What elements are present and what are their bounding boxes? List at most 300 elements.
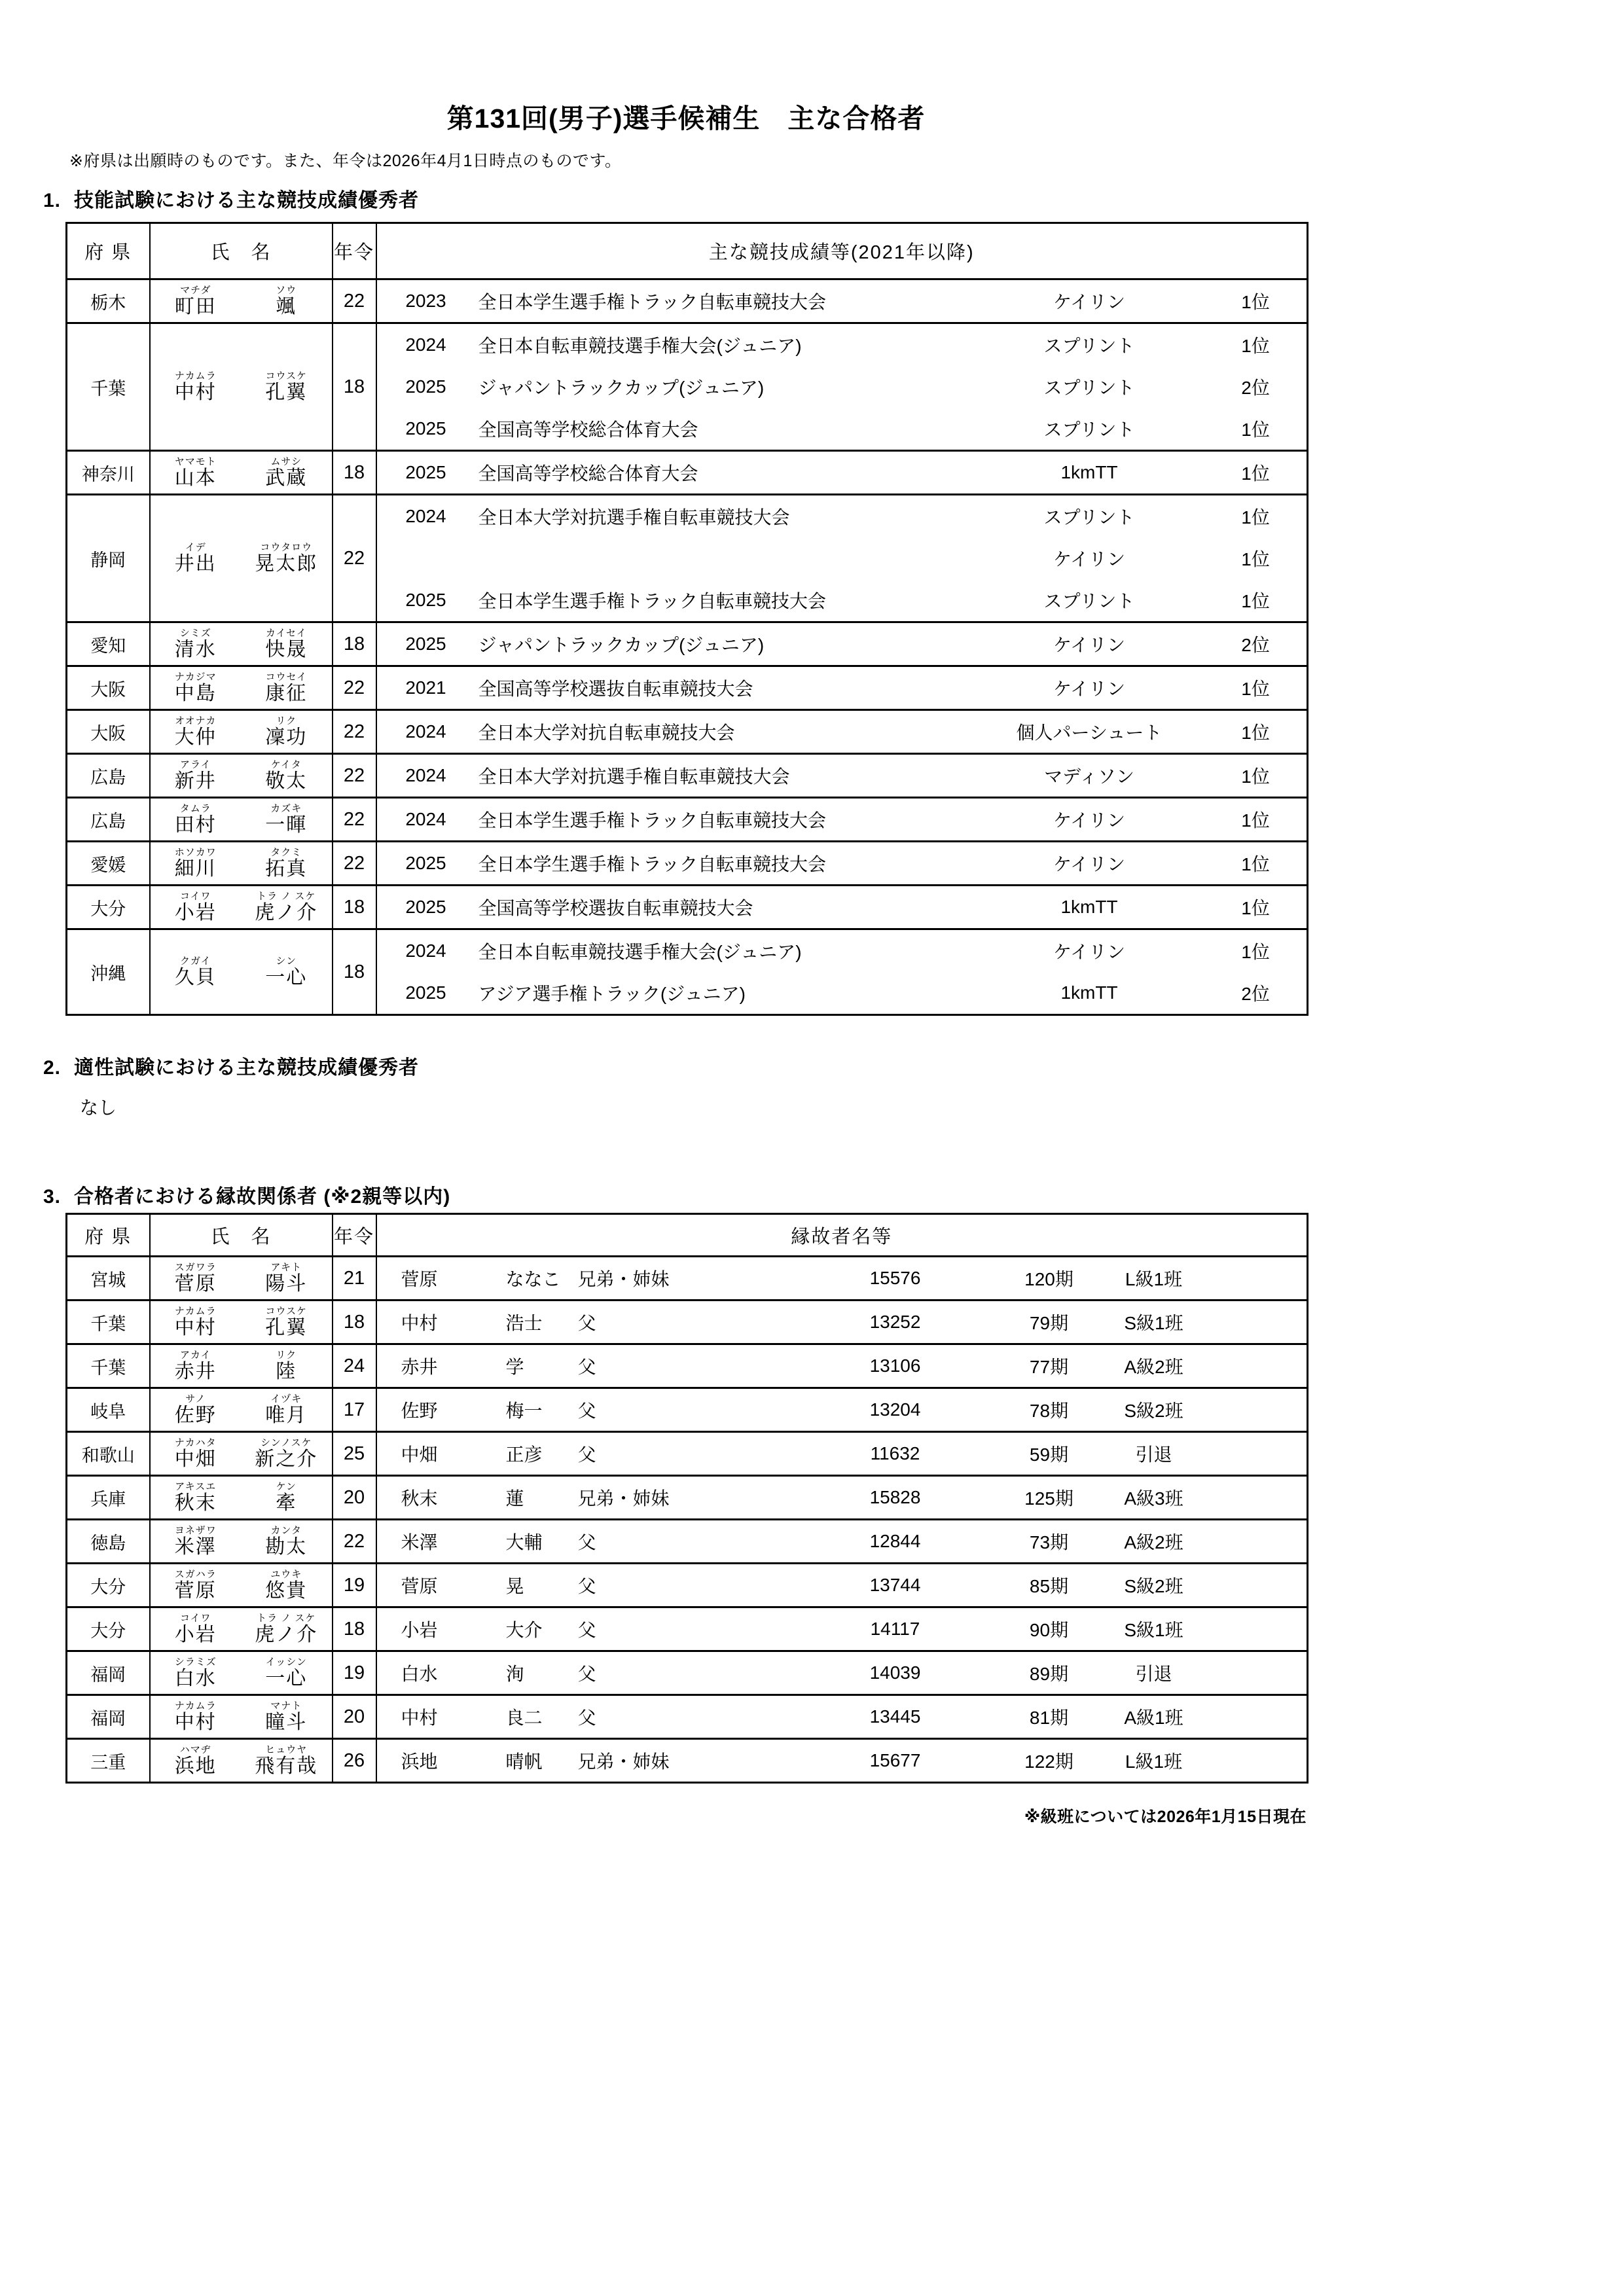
table-row [67,1564,1308,1607]
relative-surname: 中村 [401,1708,438,1728]
surname: 中島 [174,683,217,704]
prefecture-cell: 兵庫 [67,1476,150,1520]
prefecture-cell: 千葉 [67,1344,150,1388]
result-year: 2024 [405,765,446,785]
relative-given-name: 正彦 [505,1444,543,1465]
header-name: 氏 名 [150,223,333,279]
given-name: 敬太 [265,770,308,792]
relative-surname: 秋末 [401,1488,438,1509]
name-cell [150,754,333,798]
relative-class: A級1班 [1124,1708,1183,1728]
result-event: 全日本学生選手権トラック自転車競技大会 [478,292,826,312]
surname-kana: ハマヂ [179,1744,211,1755]
prefecture-cell: 静岡 [67,495,150,622]
surname-kana: アカイ [180,1350,211,1361]
surname-kana: クガイ [179,956,211,967]
header-prefecture: 府 県 [67,223,150,279]
result-event: ジャパントラックカップ(ジュニア) [478,378,765,398]
result-line [377,495,1307,537]
result-rank: 1位 [1241,723,1270,743]
relative-given-name: 蓮 [505,1488,524,1509]
relative-class: 引退 [1135,1444,1172,1465]
surname: 白水 [174,1668,217,1689]
relative-given-name: 浩士 [505,1313,543,1333]
relative-registration-number: 13445 [869,1706,921,1727]
result-line [377,798,1307,840]
result-rank: 1位 [1241,292,1270,312]
given-name: 飛有哉 [255,1755,318,1777]
result-event: 全日本学生選手権トラック自転車競技大会 [478,854,826,874]
result-line [377,366,1307,408]
table-row [67,1476,1308,1520]
header-prefecture: 府 県 [67,1214,150,1257]
results-cell [376,622,1308,666]
age-cell: 22 [333,798,376,842]
surname-kana: ナカジマ [174,672,217,683]
relative-given-name: 洵 [505,1664,524,1684]
surname-kana: コイワ [179,891,211,902]
given-name: 一心 [265,967,308,988]
results-cell [376,666,1308,710]
relative-cell [376,1695,1308,1739]
result-discipline: ケイリン [1053,292,1126,312]
surname: 清水 [174,639,217,660]
given-name-kana: アキト [270,1262,302,1273]
skill-test-results-table [65,222,1308,1016]
result-year: 2025 [405,982,446,1003]
result-event: ジャパントラックカップ(ジュニア) [478,635,765,655]
header-relatives: 縁故者名等 [376,1214,1308,1257]
relative-cell [376,1476,1308,1520]
relative-given-name: 大介 [505,1620,543,1640]
result-discipline: スプリント [1043,507,1135,528]
relative-term: 81期 [1029,1708,1069,1728]
age-cell: 18 [333,1300,376,1344]
result-line [377,623,1307,665]
relative-cell [376,1739,1308,1783]
given-name: 陽斗 [265,1273,308,1295]
given-name-kana: タクミ [270,847,302,858]
given-name-kana: コウスケ [265,370,308,382]
name-cell [150,1651,333,1695]
name-cell [150,929,333,1015]
surname: 山本 [174,467,217,489]
result-discipline: ケイリン [1053,635,1126,655]
relative-given-name: 晴帆 [505,1751,543,1772]
given-name: 拓真 [265,858,308,880]
result-discipline: スプリント [1043,420,1135,440]
surname-kana: アライ [179,759,211,770]
surname: 秋末 [174,1492,217,1514]
surname: 井出 [174,553,217,575]
relative-relation: 兄弟・姉妹 [577,1269,670,1289]
table-row [67,495,1308,622]
surname-kana: ヨネザワ [174,1525,217,1536]
result-year: 2024 [405,334,446,355]
result-rank: 1位 [1241,679,1270,699]
table-row [67,1344,1308,1388]
result-event: 全日本大学対抗選手権自転車競技大会 [478,507,790,528]
age-cell: 18 [333,323,376,451]
result-event: 全日本大学対抗選手権自転車競技大会 [478,766,790,787]
surname: 小岩 [174,1624,217,1645]
relative-term: 73期 [1029,1532,1069,1552]
header-age: 年令 [333,223,376,279]
surname-kana: ナカハタ [174,1437,217,1448]
result-rank: 1位 [1241,420,1270,440]
relative-class: A級2班 [1124,1532,1183,1552]
result-discipline: ケイリン [1053,810,1126,831]
result-year: 2021 [405,677,446,698]
name-cell [150,842,333,886]
top-note: ※府県は出願時のものです。また、年令は2026年4月1日時点のものです。 [69,152,622,170]
age-cell: 17 [333,1388,376,1432]
result-discipline: スプリント [1043,591,1135,611]
result-discipline: 1kmTT [1060,982,1118,1003]
given-name: 孔翼 [265,382,308,403]
relative-surname: 佐野 [401,1401,438,1421]
prefecture-cell: 千葉 [67,323,150,451]
relative-surname: 菅原 [401,1269,438,1289]
result-rank: 1位 [1241,898,1270,918]
surname-kana: ナカムラ [174,370,217,382]
surname: 菅原 [174,1273,217,1295]
result-rank: 1位 [1241,507,1270,528]
name-cell [150,1739,333,1783]
given-name: 一心 [265,1668,308,1689]
table-row [67,1739,1308,1783]
relative-relation: 兄弟・姉妹 [577,1751,670,1772]
page-title: 第131回(男子)選手候補生 主な合格者 [446,103,926,134]
relative-registration-number: 11632 [870,1443,920,1463]
result-discipline: ケイリン [1053,679,1126,699]
age-cell: 26 [333,1739,376,1783]
results-cell [376,754,1308,798]
relative-registration-number: 15677 [869,1750,921,1770]
age-cell: 18 [333,1607,376,1651]
surname: 中畑 [174,1448,217,1470]
relative-term: 78期 [1029,1401,1069,1421]
name-cell [150,323,333,451]
result-year: 2025 [405,634,446,654]
table-row [67,622,1308,666]
table-row [67,1257,1308,1300]
surname: 赤井 [174,1361,217,1382]
name-cell [150,886,333,929]
prefecture-cell: 愛知 [67,622,150,666]
results-cell [376,451,1308,495]
surname-kana: スガハラ [174,1569,217,1580]
prefecture-cell: 和歌山 [67,1432,150,1476]
surname: 中村 [174,1317,217,1338]
relative-relation: 父 [577,1664,596,1684]
table-row [67,1300,1308,1344]
name-cell [150,622,333,666]
result-discipline: スプリント [1043,336,1135,356]
relative-registration-number: 12844 [869,1531,921,1551]
given-name-kana: リク [276,715,297,726]
given-name: 牽 [276,1492,297,1514]
table-header-row [67,1214,1308,1257]
result-line [377,667,1307,709]
relative-given-name: 良二 [505,1708,543,1728]
result-rank: 1位 [1241,591,1270,611]
age-cell: 22 [333,666,376,710]
relative-relation: 父 [577,1357,596,1377]
given-name-kana: カズキ [270,803,302,814]
surname-kana: ヤマモト [174,456,217,467]
prefecture-cell: 福岡 [67,1695,150,1739]
header-results: 主な競技成績等(2021年以降) [376,223,1308,279]
relative-registration-number: 14117 [870,1619,920,1639]
relative-cell [376,1344,1308,1388]
table-header-row [67,223,1308,279]
result-line [377,408,1307,450]
result-discipline: ケイリン [1053,854,1126,874]
result-year: 2025 [405,853,446,873]
result-year: 2025 [405,418,446,439]
result-line [377,579,1307,621]
relative-term: 120期 [1024,1269,1074,1289]
relative-class: L級1班 [1125,1751,1183,1772]
relative-surname: 浜地 [401,1751,438,1772]
result-event: 全日本自転車競技選手権大会(ジュニア) [478,942,802,962]
relative-relation: 父 [577,1532,596,1552]
name-cell [150,666,333,710]
relative-surname: 中村 [401,1313,438,1333]
prefecture-cell: 千葉 [67,1300,150,1344]
name-cell [150,1344,333,1388]
age-cell: 18 [333,886,376,929]
given-name: 虎ノ介 [255,902,318,924]
name-cell [150,1520,333,1564]
result-year: 2025 [405,376,446,397]
result-line [377,930,1307,972]
prefecture-cell: 宮城 [67,1257,150,1300]
result-event: 全日本自転車競技選手権大会(ジュニア) [478,336,802,356]
prefecture-cell: 三重 [67,1739,150,1783]
name-cell [150,1607,333,1651]
age-cell: 25 [333,1432,376,1476]
relative-registration-number: 13252 [869,1312,921,1332]
result-event: 全日本学生選手権トラック自転車競技大会 [478,810,826,831]
relatives-table [65,1213,1308,1784]
relative-term: 89期 [1029,1664,1069,1684]
relative-given-name: 大輔 [505,1532,543,1552]
surname: 佐野 [174,1405,217,1426]
relative-registration-number: 13744 [869,1575,921,1595]
relative-relation: 父 [577,1620,596,1640]
table-row [67,1432,1308,1476]
given-name-kana: カンタ [270,1525,302,1536]
result-line [377,280,1307,322]
result-event: 全国高等学校総合体育大会 [478,420,698,440]
section3-number: 3. [43,1186,62,1208]
relative-relation: 父 [577,1576,596,1596]
age-cell: 18 [333,622,376,666]
relative-cell [376,1651,1308,1695]
given-name-kana: コウセイ [265,672,308,683]
results-cell [376,279,1308,323]
given-name: 康征 [265,683,308,704]
surname: 細川 [174,858,217,880]
given-name: 陸 [276,1361,297,1382]
table-row [67,666,1308,710]
relative-surname: 米澤 [401,1532,438,1552]
relative-term: 79期 [1029,1313,1069,1333]
header-name: 氏 名 [150,1214,333,1257]
given-name-kana: ケイタ [270,759,302,770]
age-cell: 22 [333,495,376,622]
section2-number: 2. [43,1057,62,1079]
result-year: 2024 [405,809,446,829]
prefecture-cell: 福岡 [67,1651,150,1695]
result-discipline: スプリント [1043,378,1135,398]
result-rank: 1位 [1241,463,1270,484]
name-cell [150,1564,333,1607]
given-name: 颯 [276,296,297,317]
surname-kana: シラミズ [174,1657,217,1668]
relative-cell [376,1388,1308,1432]
relative-class: A級3班 [1124,1488,1183,1509]
footer-note: ※級班については2026年1月15日現在 [1024,1808,1307,1826]
prefecture-cell: 広島 [67,754,150,798]
relative-registration-number: 15828 [869,1487,921,1507]
prefecture-cell: 岐阜 [67,1388,150,1432]
given-name: 快晟 [265,639,308,660]
relative-registration-number: 15576 [869,1268,921,1288]
relative-given-name: 梅一 [505,1401,543,1421]
name-cell [150,495,333,622]
table-row [67,754,1308,798]
table-row [67,886,1308,929]
relative-cell [376,1432,1308,1476]
age-cell: 18 [333,929,376,1015]
section1-number: 1. [43,190,62,211]
relative-cell [376,1607,1308,1651]
surname-kana: コイワ [179,1613,211,1624]
result-rank: 1位 [1241,766,1270,787]
age-cell: 20 [333,1476,376,1520]
result-discipline: ケイリン [1053,942,1126,962]
result-line [377,711,1307,753]
result-rank: 1位 [1241,810,1270,831]
relative-relation: 父 [577,1401,596,1421]
relative-given-name: 学 [505,1357,524,1377]
result-rank: 2位 [1241,378,1270,398]
relative-surname: 赤井 [401,1357,438,1377]
result-year: 2024 [405,721,446,742]
age-cell: 22 [333,754,376,798]
given-name: 唯月 [265,1405,308,1426]
result-discipline: マディソン [1044,766,1134,787]
results-cell [376,798,1308,842]
age-cell: 19 [333,1651,376,1695]
result-event: 全日本学生選手権トラック自転車競技大会 [478,591,826,611]
relative-relation: 父 [577,1708,596,1728]
surname: 菅原 [174,1580,217,1602]
results-cell [376,710,1308,754]
relative-class: S級1班 [1124,1313,1183,1333]
surname-kana: サノ [185,1393,206,1405]
result-year: 2024 [405,941,446,961]
relative-cell [376,1300,1308,1344]
surname: 浜地 [174,1755,217,1777]
result-discipline: 1kmTT [1060,462,1118,482]
results-cell [376,929,1308,1015]
table-row [67,279,1308,323]
table-row [67,710,1308,754]
name-cell [150,1388,333,1432]
given-name: 凜功 [265,726,308,748]
relative-term: 85期 [1029,1576,1069,1596]
result-line [377,886,1307,928]
relative-cell [376,1564,1308,1607]
result-line [377,452,1307,493]
surname-kana: シミズ [179,628,211,639]
given-name: 新之介 [255,1448,318,1470]
relative-class: A級2班 [1124,1357,1183,1377]
relative-term: 125期 [1024,1488,1074,1509]
section2-body: なし [80,1098,117,1118]
given-name-kana: ムサシ [270,456,302,467]
age-cell: 21 [333,1257,376,1300]
result-event: 全日本大学対抗自転車競技大会 [478,723,735,743]
age-cell: 22 [333,1520,376,1564]
prefecture-cell: 愛媛 [67,842,150,886]
age-cell: 22 [333,710,376,754]
age-cell: 22 [333,842,376,886]
relative-relation: 父 [577,1444,596,1465]
relative-registration-number: 13106 [869,1355,921,1376]
result-rank: 2位 [1241,635,1270,655]
result-event: 全国高等学校選抜自転車競技大会 [478,679,753,699]
result-discipline: 1kmTT [1060,897,1118,917]
result-line [377,324,1307,366]
section2-heading [43,1051,419,1080]
result-line [377,537,1307,579]
relative-class: L級1班 [1125,1269,1183,1289]
name-cell [150,1432,333,1476]
name-cell [150,1695,333,1739]
relative-term: 59期 [1029,1444,1069,1465]
section2-title: 適性試験における主な競技成績優秀者 [74,1057,420,1079]
results-cell [376,842,1308,886]
table-row [67,842,1308,886]
results-cell [376,323,1308,451]
result-rank: 2位 [1241,984,1270,1004]
given-name-kana: ヒュウヤ [265,1744,308,1755]
name-cell [150,1476,333,1520]
result-rank: 1位 [1241,854,1270,874]
given-name: 武蔵 [265,467,308,489]
table-row [67,1388,1308,1432]
prefecture-cell: 大分 [67,886,150,929]
table-row [67,1651,1308,1695]
section3-heading [43,1180,450,1209]
table-row [67,1695,1308,1739]
given-name-kana: カイセイ [265,628,307,639]
section3-title: 合格者における縁故関係者 (※2親等以内) [74,1186,451,1208]
given-name: 晃太郎 [255,553,318,575]
given-name: 一暉 [265,814,308,836]
prefecture-cell: 広島 [67,798,150,842]
result-rank: 1位 [1241,336,1270,356]
age-cell: 24 [333,1344,376,1388]
relative-surname: 白水 [401,1664,438,1684]
prefecture-cell: 沖縄 [67,929,150,1015]
result-year: 2024 [405,506,446,526]
